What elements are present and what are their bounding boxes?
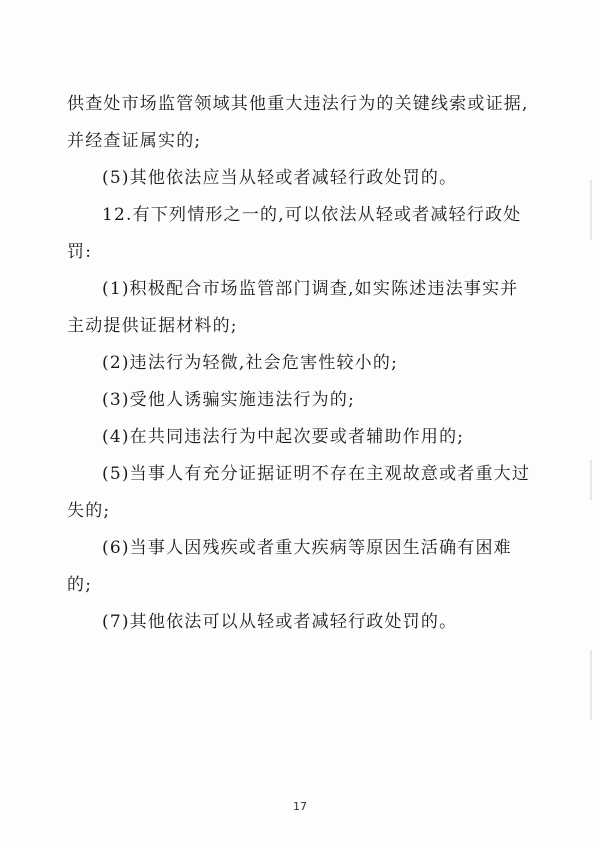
list-item-line: 的;	[67, 575, 93, 595]
list-item-line: 失的;	[67, 501, 111, 521]
list-item-line: (6)当事人因残疾或者重大疾病等原因生活确有困难	[102, 538, 512, 558]
section-heading-line: 12.有下列情形之一的,可以依法从轻或者减轻行政处	[102, 205, 522, 225]
scan-edge-mark	[590, 650, 592, 720]
text-line: (5)其他依法应当从轻或者减轻行政处罚的。	[102, 168, 458, 188]
list-item-line: (5)当事人有充分证据证明不存在主观故意或者重大过	[102, 464, 531, 484]
list-item-line: (7)其他依法可以从轻或者减轻行政处罚的。	[102, 612, 458, 632]
text-line: 供查处市场监管领域其他重大违法行为的关键线索或证据,	[67, 94, 529, 114]
list-item-line: (2)违法行为轻微,社会危害性较小的;	[102, 353, 399, 373]
text-line: 并经查证属实的;	[67, 131, 202, 151]
page-number: 17	[293, 800, 307, 813]
scan-edge-mark	[590, 180, 592, 240]
text-line: 罚:	[67, 242, 93, 262]
scan-edge-mark	[590, 460, 592, 500]
list-item-line: (1)积极配合市场监管部门调查,如实陈述违法事实并	[102, 279, 519, 299]
list-item-line: 主动提供证据材料的;	[67, 316, 238, 336]
list-item-line: (4)在共同违法行为中起次要或者辅助作用的;	[102, 427, 465, 447]
list-item-line: (3)受他人诱骗实施违法行为的;	[102, 390, 356, 410]
